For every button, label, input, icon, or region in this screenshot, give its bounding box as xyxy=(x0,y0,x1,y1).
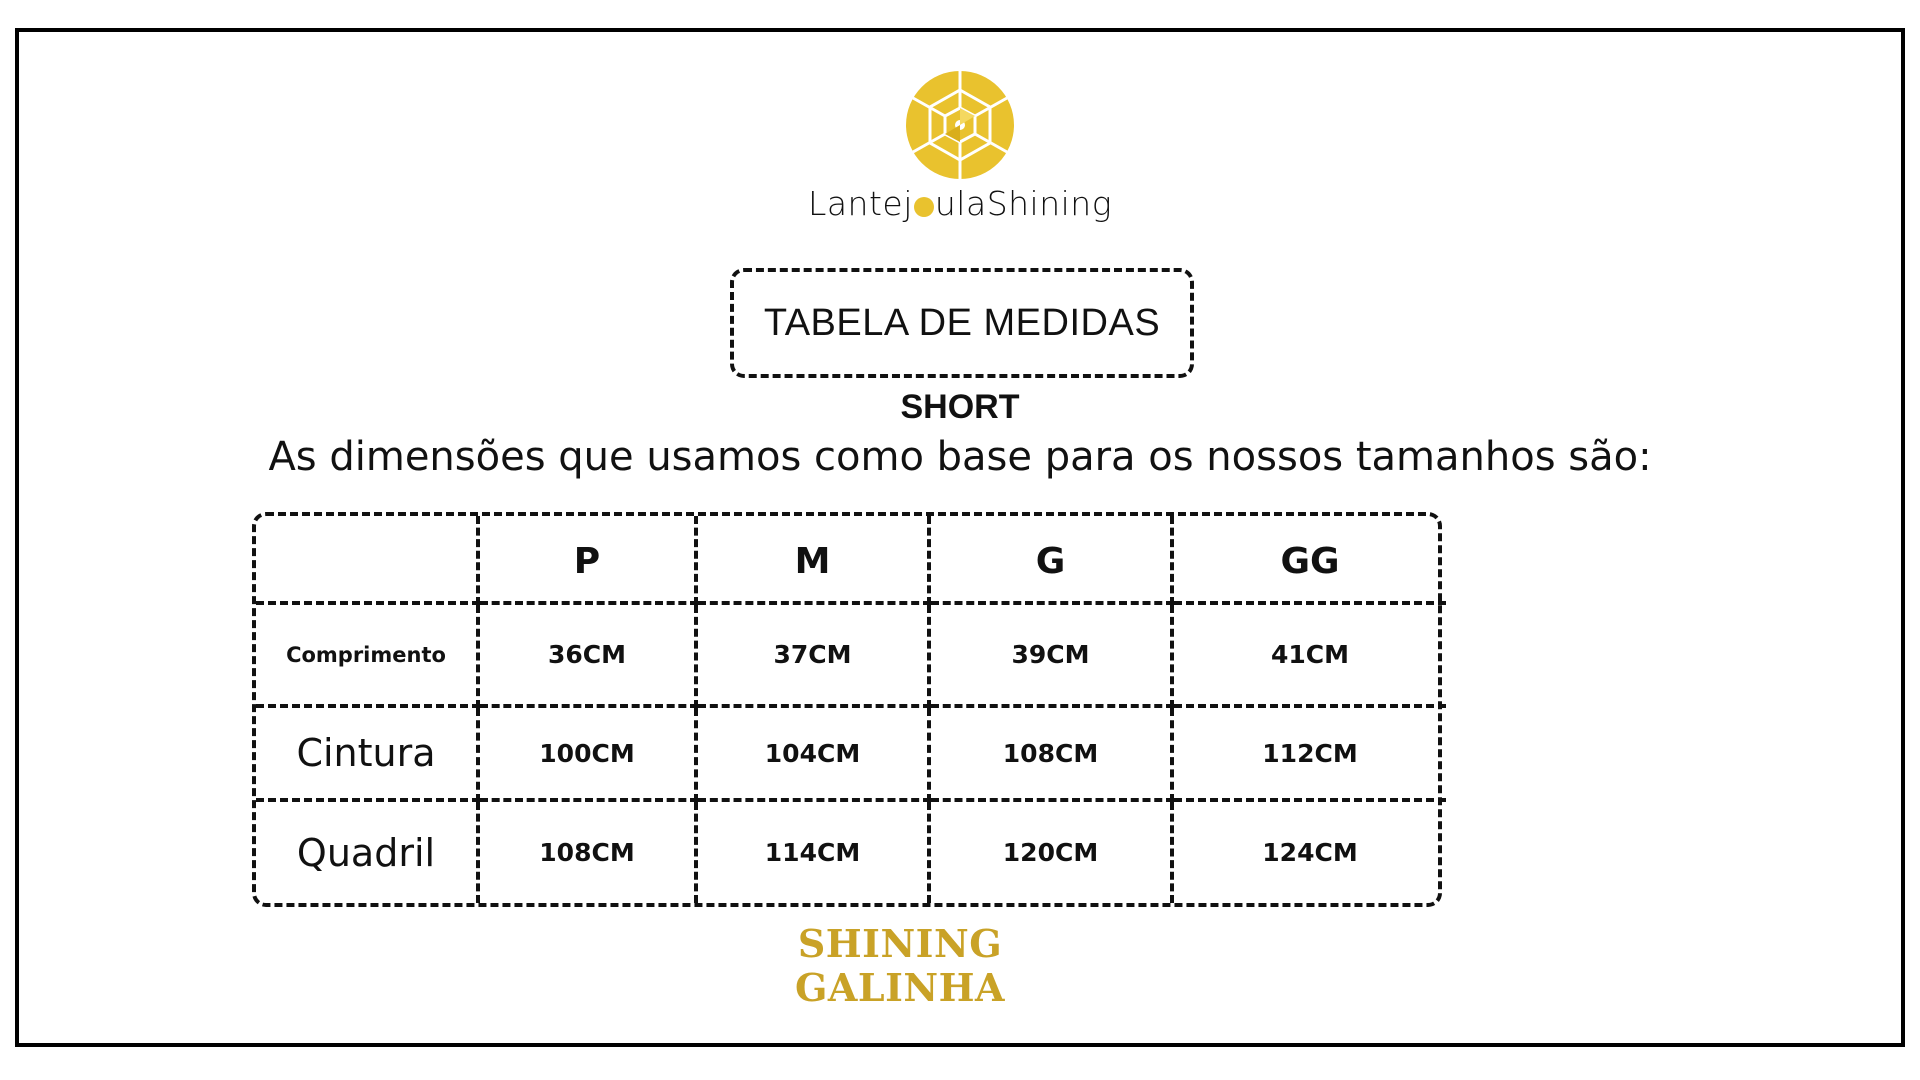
row-label-quadril: Quadril xyxy=(256,802,480,903)
table-cell: 108CM xyxy=(931,708,1174,802)
table-header-size: G xyxy=(931,516,1174,605)
table-cell: 124CM xyxy=(1262,838,1358,867)
brand-name xyxy=(780,184,1140,223)
table-cell: 112CM xyxy=(1174,708,1446,802)
row-label-cintura: Cintura xyxy=(256,708,480,802)
intro-text: As dimensões que usamos como base para os nossos tamanhos são: xyxy=(268,434,1652,480)
product-subtitle: SHORT xyxy=(900,388,1020,426)
table-cell: 37CM xyxy=(698,605,931,708)
size-table xyxy=(252,512,1442,907)
page-title: TABELA DE MEDIDAS xyxy=(763,301,1161,344)
table-cell: 41CM xyxy=(1174,605,1446,708)
brand-name-suffix: ulaShining xyxy=(934,184,1113,223)
sequin-logo-icon xyxy=(905,70,1015,180)
footer-brand-logo xyxy=(760,922,1040,1010)
table-cell: 104CM xyxy=(698,708,931,802)
title-box xyxy=(730,268,1194,378)
row-label-comprimento: Comprimento xyxy=(256,605,480,708)
table-header-size: M xyxy=(698,516,931,605)
table-cell: 120CM xyxy=(931,802,1174,903)
footer-brand-line1: SHINING xyxy=(797,921,1003,966)
footer-brand-line2: GALINHA xyxy=(794,965,1006,1010)
table-cell: 114CM xyxy=(698,802,931,903)
table-cell: 39CM xyxy=(931,605,1174,708)
table-header-size: P xyxy=(480,516,698,605)
table-cell: 100CM xyxy=(480,708,698,802)
table-header-size: GG xyxy=(1174,516,1446,605)
table-header-empty xyxy=(256,516,480,605)
sequin-dot-icon xyxy=(914,197,934,217)
table-cell: 36CM xyxy=(480,605,698,708)
table-cell: 108CM xyxy=(480,802,698,903)
brand-name-prefix: Lantej xyxy=(807,184,913,223)
